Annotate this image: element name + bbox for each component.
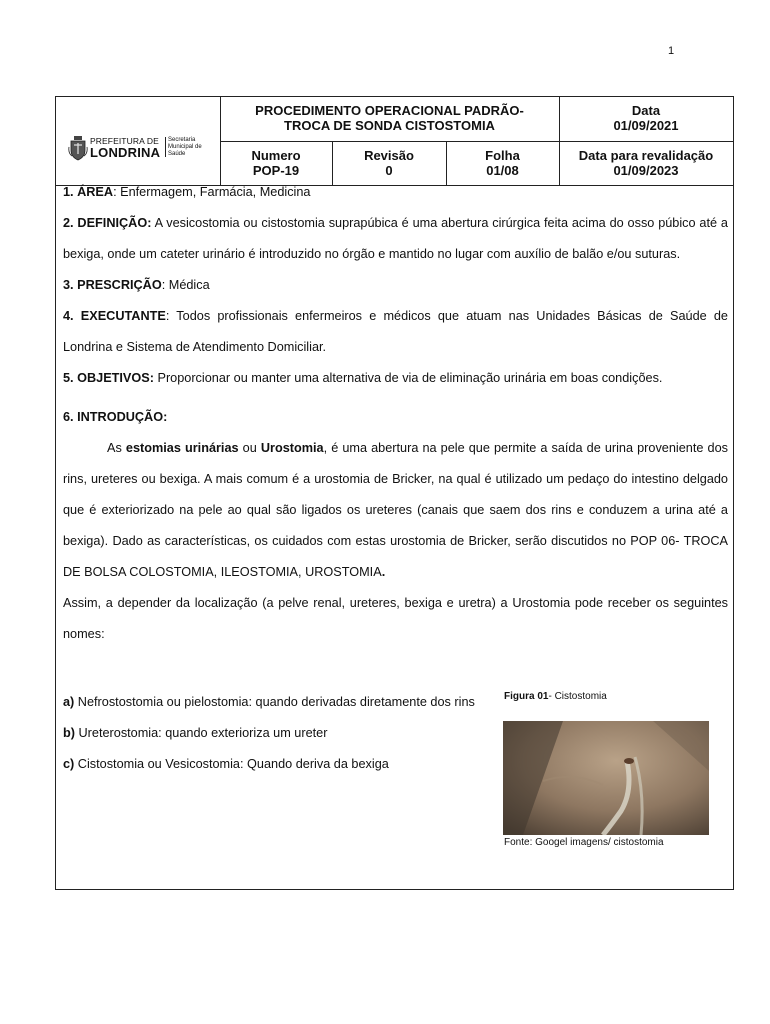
header-divider xyxy=(220,141,733,142)
document-title: PROCEDIMENTO OPERACIONAL PADRÃO- TROCA DE SONDA CISTOSTOMIA xyxy=(255,103,524,133)
list-item: c) Cistostomia ou Vesicostomia: Quando deriva da bexiga xyxy=(63,757,389,771)
coat-of-arms-icon xyxy=(68,135,88,161)
intro-paragraph-2: Assim, a depender da localização (a pelve renal, ureteres, bexiga e uretra) a Urostomia pode receber os seguintes nomes: xyxy=(63,596,728,641)
date-cell: Data 01/09/2021 xyxy=(613,103,679,133)
cistostomia-photo xyxy=(503,721,709,835)
cistostomia-photo-image xyxy=(503,721,709,835)
numero-cell: Numero POP-19 xyxy=(251,148,301,178)
revisao-cell: Revisão 0 xyxy=(364,148,414,178)
section-area: 1. ÁREA: Enfermagem, Farmácia, Medicina xyxy=(63,185,311,199)
section-objetivos: 5. OBJETIVOS: Proporcionar ou manter uma alternativa de via de eliminação urinária em boas condições. xyxy=(63,371,663,385)
figure-source: Fonte: Googel imagens/ cistostomia xyxy=(504,837,664,848)
document-body xyxy=(63,177,728,650)
intro-paragraph-1: As estomias urinárias ou Urostomia, é uma abertura na pele que permite a saída de urina proveniente dos rins, ureteres ou bexiga. A mais comum é a urostomia de Bricker, na qual é utilizado um pedaço do intestino delgado que é exteriorizado na pele ao qual são ligados os ureteres (canais que saem dos rins e conduzem a urina até a bexiga). Dado as características, os cuidados com estas urostomia de Bricker, serão discutidos no POP 06- TROCA DE BOLSA COLOSTOMIA, ILEOSTOMIA, UROSTOMIA. xyxy=(63,441,728,579)
list-item: a) Nefrostostomia ou pielostomia: quando derivadas diretamente dos rins xyxy=(63,695,475,709)
document-frame xyxy=(55,96,734,890)
section-prescricao: 3. PRESCRIÇÃO: Médica xyxy=(63,278,210,292)
section-introducao-heading: 6. INTRODUÇÃO: xyxy=(63,410,168,424)
page-number: 1 xyxy=(668,45,675,57)
logo-text-secretaria: Secretaria Municipal de Saúde xyxy=(168,137,202,157)
section-definicao: 2. DEFINIÇÃO: A vesicostomia ou cistostomia suprapúbica é uma abertura cirúrgica feita acima do osso púbico até a bexiga, onde um cateter urinário é introduzido no órgão e mantido no lugar com auxílio de balão e/ou suturas. xyxy=(63,216,728,261)
figure-caption: Figura 01- Cistostomia xyxy=(504,691,607,702)
logo-text-londrina: LONDRINA xyxy=(90,145,161,160)
list-item: b) Ureterostomia: quando exterioriza um ureter xyxy=(63,726,328,740)
document-header xyxy=(56,97,733,186)
urostomia-types-list xyxy=(63,687,493,780)
logo-text-prefeitura: PREFEITURA DE xyxy=(90,136,159,146)
revalidacao-cell: Data para revalidação 01/09/2023 xyxy=(578,148,714,178)
prefeitura-londrina-logo xyxy=(68,135,218,161)
section-executante: 4. EXECUTANTE: Todos profissionais enfermeiros e médicos que atuam nas Unidades Básicas de Saúde de Londrina e Sistema de Atendimento Domiciliar. xyxy=(63,309,728,354)
folha-cell: Folha 01/08 xyxy=(485,148,520,178)
